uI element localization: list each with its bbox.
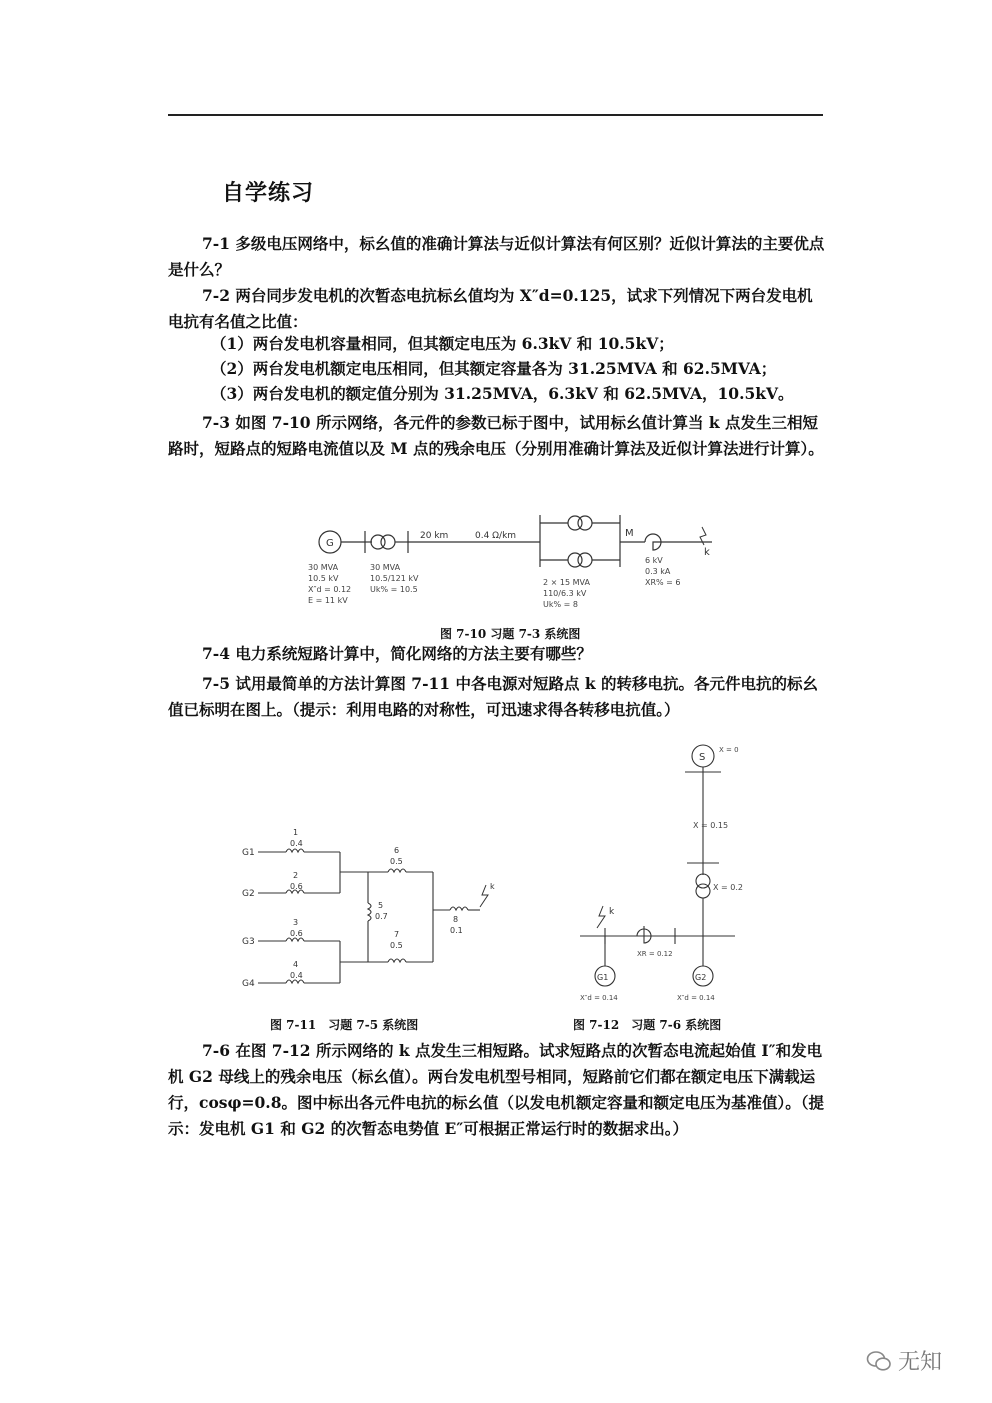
line-x-label: X = 0.15 [693,821,729,830]
figure-7-12-diagram [575,738,765,1008]
reactor-symbol [645,534,680,550]
watermark [866,1345,942,1376]
node-m-label: M [625,528,634,539]
line-length: 20 km [420,531,449,541]
generator-label: G [326,538,334,549]
question-7-6: 7-6 在图 7-12 所示网络的 k 点发生三相短路。试求短路点的次暂态电流起始值 I″和发电机 G2 母线上的残余电压（标幺值）。两台发电机型号相同，短路前它们都在额定电压下满载运行，cosφ=0.8。图中标出各元件电抗的标幺值（以发电机额定容量和额定电压为基准值）。（提示：发电机 G1 和 G2 的次暂态电势值 E″可根据正常运行时的数据求出。） [168,1041,824,1138]
element-8-num: 8 [453,915,459,924]
question-7-2-item-1: （1）两台发电机容量相同，但其额定电压为 6.3kV 和 10.5kV； [211,334,674,353]
element-5-num: 5 [378,901,384,910]
fault-mark [480,885,488,907]
generator-1-label: G1 [597,973,609,982]
tr1-param-2: 10.5/121 kV [370,574,419,583]
question-7-2-item-3: （3）两台发电机的额定值分别为 31.25MVA，6.3kV 和 62.5MVA，10.5kV。 [211,384,794,403]
figure-7-11-caption: 图 7-11 习题 7-5 系统图 [270,1018,419,1032]
source-g4: G4 [242,979,255,989]
source-g2: G2 [242,889,255,899]
watermark-text: 无知 [898,1350,943,1375]
fault-k-label: k [490,882,495,891]
source-g3: G3 [242,937,255,947]
page-title: 自学练习 [222,181,315,206]
node-k-label: k [704,547,710,558]
tr2-param-1: 2 × 15 MVA [543,578,590,587]
figure-7-11-diagram [238,815,508,995]
reactor-param-3: XR% = 6 [645,578,681,587]
element-6-num: 6 [394,846,400,855]
source-g1: G1 [242,848,255,858]
question-7-1: 7-1 多级电压网络中，标幺值的准确计算法与近似计算法有何区别？近似计算法的主要优点是什么？ [168,234,825,279]
element-5-val: 0.7 [375,912,388,921]
gen-param-4: E = 11 kV [308,596,348,605]
reactor-param-1: 6 kV [645,556,663,565]
wechat-icon [866,1350,892,1372]
question-7-4: 7-4 电力系统短路计算中，简化网络的方法主要有哪些？ [202,644,592,663]
element-4-num: 4 [293,960,299,969]
generator-1-x-label: X″d = 0.14 [580,994,618,1002]
line-param: 0.4 Ω/km [475,531,517,541]
fault-mark [597,906,605,928]
gen-param-3: X″d = 0.12 [308,585,352,594]
element-4-val: 0.4 [290,971,303,980]
generator-2-label: G2 [695,973,707,982]
element-7-num: 7 [394,930,400,939]
tr2-param-2: 110/6.3 kV [543,589,587,598]
tr2-param-3: Uk% = 8 [543,600,578,609]
element-2-val: 0.6 [290,882,303,891]
element-6-val: 0.5 [390,857,403,866]
reactor-param-2: 0.3 kA [645,567,671,576]
element-1-val: 0.4 [290,839,303,848]
gen-param-1: 30 MVA [308,563,339,572]
system-source-label: S [699,752,706,763]
question-7-3: 7-3 如图 7-10 所示网络，各元件的参数已标于图中，试用标幺值计算当 k 点发生三相短路时，短路点的短路电流值以及 M 点的残余电压（分别用准确计算法及近似计算法进行计算）。 [168,413,824,458]
element-7-val: 0.5 [390,941,403,950]
system-source-x: X = 0 [719,746,739,754]
figure-7-12-caption: 图 7-12 习题 7-6 系统图 [573,1018,722,1032]
tr1-param-1: 30 MVA [370,563,401,572]
tr1-param-3: Uk% = 10.5 [370,585,418,594]
transformer-x-label: X = 0.2 [713,883,743,892]
figure-7-10-diagram [300,505,720,620]
element-8-val: 0.1 [450,926,463,935]
element-3-val: 0.6 [290,929,303,938]
fault-k-label: k [609,907,615,917]
element-2-num: 2 [293,871,299,880]
generator-2-x-label: X″d = 0.14 [677,994,715,1002]
element-3-num: 3 [293,918,299,927]
reactor-x-label: XR = 0.12 [637,950,673,958]
question-7-2: 7-2 两台同步发电机的次暂态电抗标幺值均为 X″d=0.125，试求下列情况下两台发电机电抗有名值之比值： [168,286,813,331]
element-1-num: 1 [293,828,299,837]
header-rule [168,114,823,116]
question-7-2-item-2: （2）两台发电机额定电压相同，但其额定容量各为 31.25MVA 和 62.5MVA； [211,359,777,378]
gen-param-2: 10.5 kV [308,574,339,583]
question-7-5: 7-5 试用最简单的方法计算图 7-11 中各电源对短路点 k 的转移电抗。各元件电抗的标幺值已标明在图上。（提示：利用电路的对称性，可迅速求得各转移电抗值。） [168,674,819,719]
figure-7-10-caption: 图 7-10 习题 7-3 系统图 [440,627,581,641]
